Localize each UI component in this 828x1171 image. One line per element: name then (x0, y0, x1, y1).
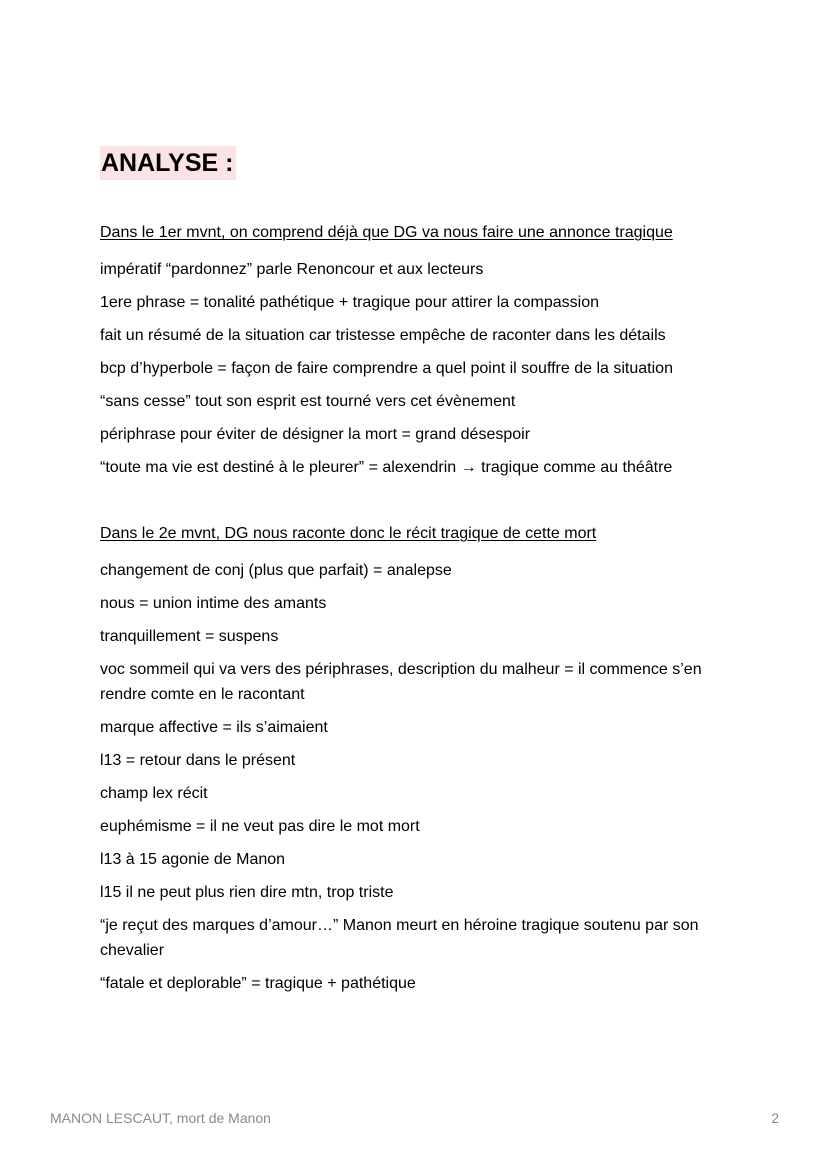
section-second-movement (100, 524, 750, 996)
section-title: Dans le 1er mvnt, on comprend déjà que DG va nous faire une annonce tragique (100, 224, 673, 241)
page-heading: ANALYSE : (100, 146, 236, 180)
note-line: voc sommeil qui va vers des périphrases, description du malheur = il commence s’en rendre comte en le racontant (100, 661, 702, 703)
note-line: “fatale et deplorable” = tragique + pathétique (100, 975, 416, 992)
footer-document-title: MANON LESCAUT, mort de Manon (50, 1110, 271, 1126)
note-line: 1ere phrase = tonalité pathétique + tragique pour attirer la compassion (100, 294, 599, 311)
note-line: tranquillement = suspens (100, 628, 279, 645)
note-line: l15 il ne peut plus rien dire mtn, trop triste (100, 884, 394, 901)
note-line: “toute ma vie est destiné à le pleurer” = alexendrin → tragique comme au théâtre (100, 459, 673, 476)
section-title: Dans le 2e mvnt, DG nous raconte donc le récit tragique de cette mort (100, 525, 597, 542)
note-line: fait un résumé de la situation car tristesse empêche de raconter dans les détails (100, 327, 666, 344)
note-line: bcp d’hyperbole = façon de faire comprendre a quel point il souffre de la situation (100, 360, 673, 377)
note-line: marque affective = ils s’aimaient (100, 719, 328, 736)
note-line: changement de conj (plus que parfait) = analepse (100, 562, 452, 579)
note-line: “je reçut des marques d’amour…” Manon meurt en héroine tragique soutenu par son chevalier (100, 917, 699, 959)
note-line: l13 = retour dans le présent (100, 752, 296, 769)
note-line: impératif “pardonnez” parle Renoncour et aux lecteurs (100, 261, 484, 278)
note-line: euphémisme = il ne veut pas dire le mot mort (100, 818, 420, 835)
footer-page-number: 2 (771, 1110, 779, 1126)
note-line: “sans cesse” tout son esprit est tourné vers cet évènement (100, 393, 516, 410)
note-line: périphrase pour éviter de désigner la mort = grand désespoir (100, 426, 531, 443)
note-line: nous = union intime des amants (100, 595, 327, 612)
section-first-movement (100, 223, 750, 480)
note-line: champ lex récit (100, 785, 208, 802)
note-line: l13 à 15 agonie de Manon (100, 851, 286, 868)
